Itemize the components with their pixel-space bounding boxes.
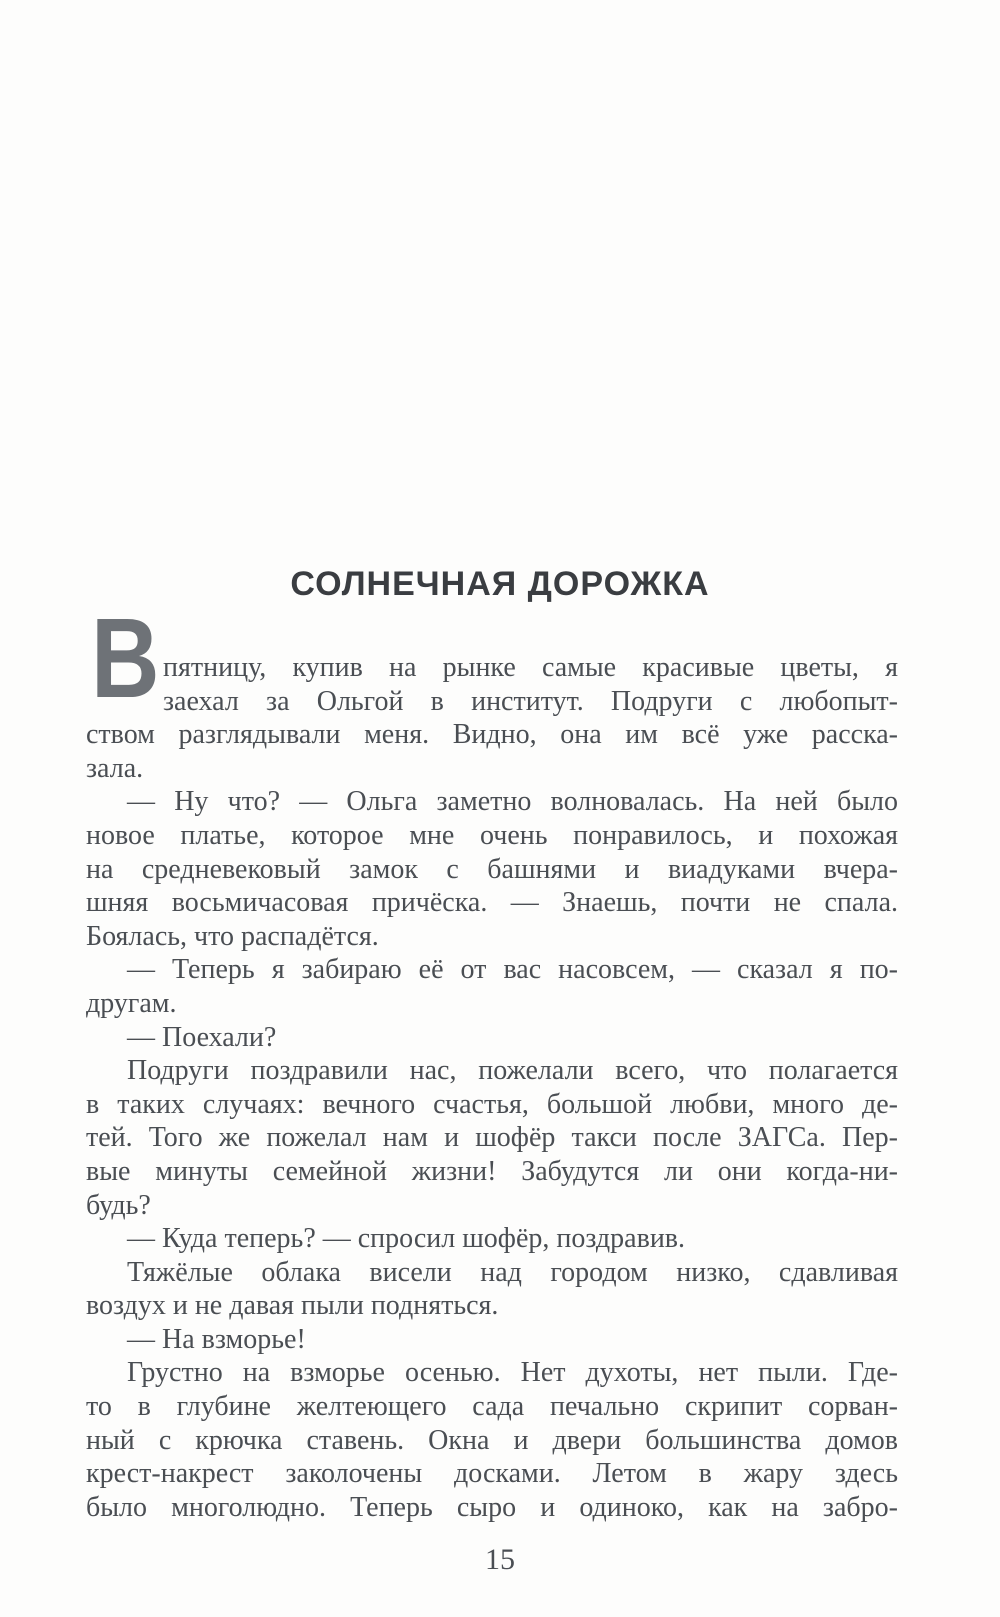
text-line: шняя восьмичасовая причёска. — Знаешь, почти не спала. [86, 887, 898, 919]
paragraph [86, 953, 898, 1020]
chapter-title: СОЛНЕЧНАЯ ДОРОЖКА [290, 565, 710, 603]
text-line: то в глубине желтеющего сада печально скрипит сорван- [86, 1391, 898, 1423]
text-line: — Куда теперь? — спросил шофёр, поздравив. [127, 1223, 686, 1255]
page-number: 15 [485, 1543, 515, 1576]
text-line: — На взморье! [127, 1323, 306, 1355]
text-line: заехал за Ольгой в институт. Подруги с любопыт- [163, 685, 898, 717]
text-line: пятницу, купив на рынке самые красивые цветы, я [163, 652, 898, 683]
paragraph [86, 1021, 898, 1055]
text-line: тей. Того же пожелал нам и шофёр такси после ЗАГСа. Пер- [86, 1122, 898, 1154]
text-line: будь? [86, 1189, 151, 1221]
text-line: крест-накрест заколочены досками. Летом в жару здесь [86, 1458, 898, 1490]
text-line: вые минуты семейной жизни! Забудутся ли они когда-ни- [86, 1155, 898, 1187]
paragraphs-container [86, 651, 898, 1524]
text-line: Подруги поздравили нас, пожелали всего, что полагается [127, 1055, 898, 1087]
paragraph [86, 1256, 898, 1323]
text-line: на средневековый замок с башнями и виадуками вчера- [86, 853, 898, 885]
paragraph [86, 1222, 898, 1256]
text-line: в таких случаях: вечного счастья, большой любви, много де- [86, 1088, 898, 1120]
text-line: воздух и не давая пыли подняться. [86, 1290, 499, 1322]
paragraph [86, 785, 898, 953]
text-line: другам. [86, 987, 177, 1019]
text-line: Боялась, что распадётся. [86, 920, 379, 952]
paragraph [86, 1356, 898, 1524]
text-line: Грустно на взморье осенью. Нет духоты, нет пыли. Где- [127, 1357, 898, 1389]
text-line: Тяжёлые облака висели над городом низко, сдавливая [127, 1256, 898, 1288]
text-line: ный с крючка ставень. Окна и двери большинства домов [86, 1424, 898, 1456]
text-line: — Теперь я забираю её от вас насовсем, — сказал я по- [127, 954, 898, 986]
text-line: — Поехали? [127, 1021, 277, 1053]
paragraph [86, 651, 898, 785]
text-line: было многолюдно. Теперь сыро и одиноко, как на забро- [86, 1491, 898, 1523]
text-line: — Ну что? — Ольга заметно волновалась. На ней было [127, 786, 898, 818]
drop-cap-letter: В [91, 595, 160, 721]
text-line: новое платье, которое мне очень понравилось, и похожая [86, 819, 898, 851]
text-line: зала. [86, 752, 144, 784]
text-line: ством разглядывали меня. Видно, она им всё уже расска- [86, 719, 898, 751]
paragraph [86, 1054, 898, 1222]
text-block [86, 595, 898, 1524]
paragraph [86, 1323, 898, 1357]
